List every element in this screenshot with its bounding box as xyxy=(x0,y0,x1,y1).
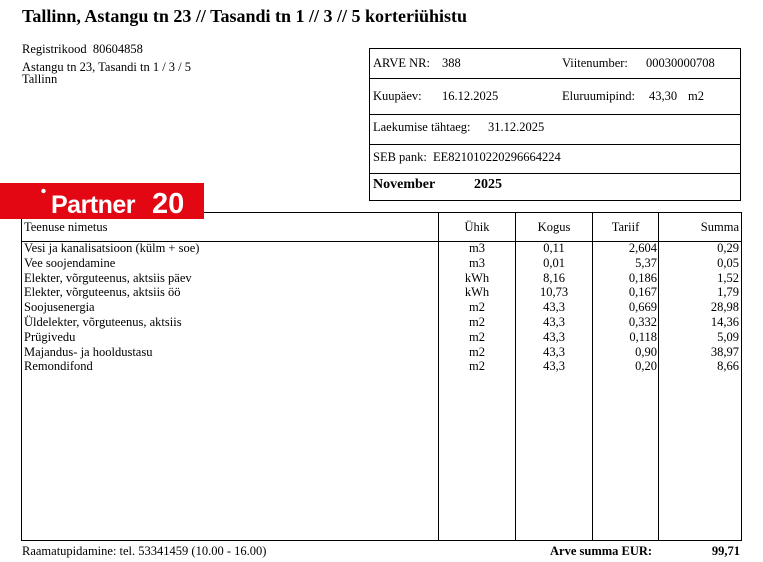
table-row xyxy=(22,345,741,360)
service-qty: 43,3 xyxy=(543,344,565,359)
service-rate: 0,20 xyxy=(635,359,657,374)
bank-row xyxy=(370,145,740,174)
service-rate: 0,669 xyxy=(628,300,657,315)
service-sum: 0,05 xyxy=(717,255,739,270)
service-rate: 5,37 xyxy=(635,255,657,270)
service-sum: 8,66 xyxy=(717,359,739,374)
issuer-reg-line xyxy=(22,42,143,57)
service-unit: m2 xyxy=(469,329,485,344)
service-name: Prügivedu xyxy=(24,329,76,344)
date-label: Kuupäev: xyxy=(373,89,422,103)
accounting-contact: Raamatupidamine: tel. 53341459 (10.00 - 16.00) xyxy=(22,544,267,558)
service-unit: m2 xyxy=(469,359,485,374)
service-qty: 0,11 xyxy=(543,241,565,255)
reg-code: 80604858 xyxy=(92,42,143,56)
service-sum: 5,09 xyxy=(717,329,739,344)
service-unit: m2 xyxy=(469,314,485,329)
issuer-address: Astangu tn 23, Tasandi tn 1 / 3 / 5 xyxy=(22,60,192,74)
service-sum: 28,98 xyxy=(710,300,739,315)
services-table xyxy=(21,212,742,541)
service-sum: 14,36 xyxy=(710,314,739,329)
service-rate: 0,332 xyxy=(628,314,657,329)
logo-wordmark: Partner xyxy=(51,191,136,219)
column-header-unit: Ühik xyxy=(464,220,490,234)
service-qty: 10,73 xyxy=(539,285,569,300)
invoice-number-label: ARVE NR: xyxy=(373,56,430,70)
invoice-number: 388 xyxy=(442,56,461,70)
invoice-date-row xyxy=(370,79,740,115)
table-row xyxy=(22,271,741,286)
column-header-rate: Tariif xyxy=(611,220,640,234)
reg-label: Registrikood xyxy=(22,42,87,56)
service-name: Vee soojendamine xyxy=(24,255,116,270)
service-name: Soojusenergia xyxy=(24,300,95,315)
column-header-name: Teenuse nimetus xyxy=(24,220,108,234)
logo-number: 20 xyxy=(152,188,185,219)
service-qty: 43,3 xyxy=(543,314,565,329)
due-date: 31.12.2025 xyxy=(488,120,545,134)
service-name: Elekter, võrguteenus, aktsiis öö xyxy=(24,285,181,300)
service-unit: m2 xyxy=(469,300,485,315)
service-name: Majandus- ja hooldustasu xyxy=(24,344,153,359)
table-row xyxy=(22,285,741,300)
table-row xyxy=(22,359,741,374)
service-sum: 38,97 xyxy=(710,344,739,359)
period-month: November xyxy=(373,177,436,192)
service-name: Vesi ja kanalisatsioon (külm + soe) xyxy=(24,241,200,255)
area-label: Eluruumipind: xyxy=(562,89,635,103)
service-sum: 0,29 xyxy=(717,241,739,255)
service-rate: 0,167 xyxy=(628,285,657,300)
service-unit: kWh xyxy=(464,285,490,300)
due-date-row xyxy=(370,115,740,145)
service-qty: 43,3 xyxy=(543,359,565,374)
service-sum: 1,52 xyxy=(717,270,739,285)
area-unit: m2 xyxy=(688,89,704,103)
service-unit: m3 xyxy=(469,255,485,270)
service-unit: m3 xyxy=(469,241,485,255)
service-unit: kWh xyxy=(464,270,490,285)
page-title: Tallinn, Astangu tn 23 // Tasandi tn 1 // 3 // 5 korteriühistu xyxy=(22,6,467,26)
due-label: Laekumise tähtaeg: xyxy=(373,120,471,134)
invoice-info-box xyxy=(369,48,741,201)
service-qty: 43,3 xyxy=(543,300,565,315)
bank-iban: EE821010220296664224 xyxy=(433,150,561,164)
column-header-qty: Kogus xyxy=(537,220,571,234)
reference-label: Viitenumber: xyxy=(562,56,628,70)
service-rate: 2,604 xyxy=(628,241,657,255)
area-value: 43,30 xyxy=(649,89,678,103)
table-row xyxy=(22,330,741,345)
invoice-date: 16.12.2025 xyxy=(442,89,499,103)
service-qty: 8,16 xyxy=(543,270,565,285)
service-qty: 0,01 xyxy=(543,255,565,270)
issuer-city: Tallinn xyxy=(22,72,58,86)
invoice-number-row xyxy=(370,49,740,79)
column-header-sum: Summa xyxy=(700,220,739,234)
service-unit: m2 xyxy=(469,344,485,359)
period-row xyxy=(370,174,740,201)
service-name: Üldelekter, võrguteenus, aktsiis xyxy=(24,314,182,329)
service-name: Remondifond xyxy=(24,359,93,374)
service-rate: 0,118 xyxy=(629,329,657,344)
partner-20-logo xyxy=(0,183,204,219)
service-name: Elekter, võrguteenus, aktsiis päev xyxy=(24,270,192,285)
table-rows xyxy=(22,241,741,374)
total-amount: 99,71 xyxy=(711,544,740,558)
total-label: Arve summa EUR: xyxy=(550,544,653,558)
bank-label: SEB pank: xyxy=(373,150,427,164)
service-rate: 0,186 xyxy=(628,270,657,285)
table-row xyxy=(22,256,741,271)
service-qty: 43,3 xyxy=(543,329,565,344)
table-row xyxy=(22,241,741,256)
service-sum: 1,79 xyxy=(717,285,739,300)
service-rate: 0,90 xyxy=(635,344,657,359)
period-year: 2025 xyxy=(474,177,502,192)
table-row xyxy=(22,315,741,330)
partner-logo-graphic xyxy=(0,183,204,219)
reference-number: 00030000708 xyxy=(646,56,715,70)
table-row xyxy=(22,300,741,315)
